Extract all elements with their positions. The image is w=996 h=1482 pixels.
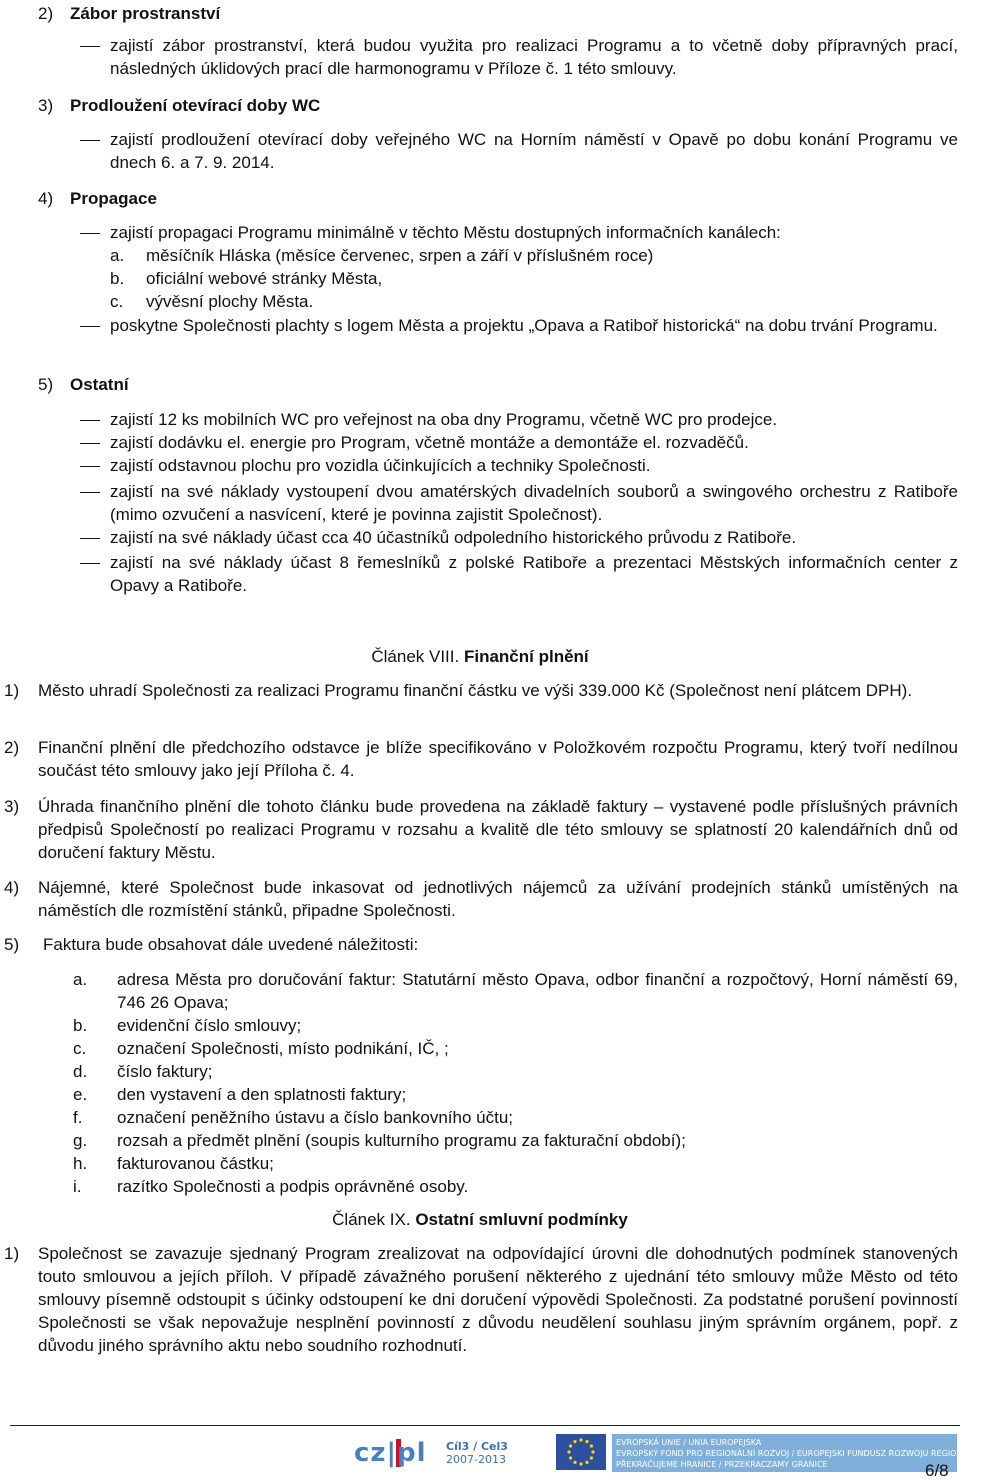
invoice-label: e.	[73, 1085, 88, 1104]
para-number: 5)	[4, 935, 20, 954]
section-5-item: zajistí odstavnou plochu pro vozidla účinkujících a techniky Společnosti.	[110, 456, 651, 475]
sub-label: a.	[110, 246, 125, 265]
czpl-logo-text: cz|pl	[354, 1438, 427, 1468]
invoice-item: označení Společnosti, místo podnikání, IČ, ;	[117, 1039, 449, 1058]
para-number: 2)	[4, 738, 20, 757]
invoice-item: rozsah a předmět plnění (soupis kulturního programu za fakturační období);	[117, 1131, 686, 1150]
para-number: 1)	[4, 681, 20, 700]
sub-item: měsíčník Hláska (měsíce červenec, srpen a září v příslušném roce)	[146, 246, 654, 265]
sub-label: b.	[110, 269, 125, 288]
invoice-item: fakturovanou částku;	[117, 1154, 274, 1173]
dash-marker	[80, 563, 100, 564]
sub-item: vývěsní plochy Města.	[146, 292, 314, 311]
article-8-para: Úhrada finančního plnění dle tohoto článku bude provedena na základě faktury – vystavené podle příslušných právních předpisů Společností po realizaci Programu v rozsahu a kvalitě dle této smlouvy se splatností 20 kalendářních dnů od doručení faktury Městu.	[38, 797, 958, 862]
dash-marker	[80, 466, 100, 467]
cil3-logo-line1: Cíl3 / Cel3	[446, 1440, 508, 1453]
eu-line-1: EVROPSKÁ UNIE / UNIA EUROPEJSKA	[616, 1438, 762, 1447]
section-3-item: zajistí prodloužení otevírací doby veřejného WC na Horním náměstí v Opavě po dobu konání Programu ve dnech 6. a 7. 9. 2014.	[110, 130, 958, 172]
section-5-item: zajistí dodávku el. energie pro Program, včetně montáže a demontáže el. rozvaděčů.	[110, 433, 749, 452]
dash-marker	[80, 326, 100, 327]
section-3-number: 3)	[38, 96, 54, 115]
invoice-label: g.	[73, 1131, 88, 1150]
para-number: 4)	[4, 878, 20, 897]
dash-marker	[80, 233, 100, 234]
invoice-label: c.	[73, 1039, 87, 1058]
sub-label: c.	[110, 292, 124, 311]
article-9-title: Ostatní smluvní podmínky	[415, 1210, 628, 1229]
article-9-para: Společnost se zavazuje sjednaný Program zrealizovat na odpovídající úrovni dle dohodnutých podmínek stanovených touto smlouvou a jejích příloh. V případě závažného porušení některého z ujednání této smlouvy může Město od této smlouvy písemně odstoupit s účinky odstoupení ke dni doručení výpovědi Společnosti. Za podstatné porušení povinností Společnosti se však nepovažuje nesplnění povinností z důvodu neudělení souhlasu jiným správním orgánem, popř. z důvodu jiného správního aktu nebo soudního rozhodnutí.	[38, 1244, 958, 1355]
dash-marker	[80, 492, 100, 493]
dash-marker	[80, 538, 100, 539]
page-number: 6/8	[925, 1461, 949, 1480]
para-number: 1)	[4, 1244, 20, 1263]
dash-marker	[80, 46, 100, 47]
invoice-item: označení peněžního ústavu a číslo bankovního účtu;	[117, 1108, 513, 1127]
para-number: 3)	[4, 797, 20, 816]
invoice-label: b.	[73, 1016, 88, 1035]
dash-marker	[80, 140, 100, 141]
invoice-label: f.	[73, 1108, 83, 1127]
czpl-logo	[352, 1437, 440, 1469]
article-8-para: Finanční plnění dle předchozího odstavce je blíže specifikováno v Položkovém rozpočtu Programu, který tvoří nedílnou součást této smlouvy jako její Příloha č. 4.	[38, 738, 958, 780]
eu-text-banner	[612, 1434, 996, 1472]
invoice-label: h.	[73, 1154, 88, 1173]
section-2-title: Zábor prostranství	[70, 4, 221, 23]
cil3-logo-line2: 2007-2013	[446, 1453, 506, 1466]
article-8-prefix: Článek VIII.	[371, 647, 460, 666]
eu-flag-icon	[556, 1434, 606, 1470]
section-5-item: zajistí na své náklady účast cca 40 účastníků odpoledního historického průvodu z Ratiboře.	[110, 528, 797, 547]
article-8-heading	[0, 645, 960, 668]
section-4-item-1: zajistí propagaci Programu minimálně v těchto Městu dostupných informačních kanálech:	[110, 223, 781, 242]
section-5-item: zajistí na své náklady vystoupení dvou amatérských divadelních souborů a swingového orchestru z Ratiboře (mimo ozvučení a nasvícení, které je povinna zajistit Společnost).	[110, 482, 958, 524]
eu-line-3: PŘEKRAČUJEME HRANICE / PRZEKRACZAMY GRANICE	[616, 1460, 828, 1469]
section-5-title: Ostatní	[70, 375, 129, 394]
section-3-title: Prodloužení otevírací doby WC	[70, 96, 321, 115]
dash-marker	[80, 443, 100, 444]
invoice-item: adresa Města pro doručování faktur: Statutární město Opava, odbor finanční a rozpočtový, Horní náměstí 69, 746 26 Opava;	[117, 970, 958, 1012]
section-4-title: Propagace	[70, 189, 157, 208]
invoice-item: evidenční číslo smlouvy;	[117, 1016, 302, 1035]
cil3-logo	[446, 1440, 516, 1470]
invoice-item: číslo faktury;	[117, 1062, 213, 1081]
section-5-item: zajistí 12 ks mobilních WC pro veřejnost na oba dny Programu, včetně WC pro prodejce.	[110, 410, 778, 429]
sub-item: oficiální webové stránky Města,	[146, 269, 383, 288]
invoice-label: d.	[73, 1062, 88, 1081]
article-8-para: Faktura bude obsahovat dále uvedené náležitosti:	[43, 935, 419, 954]
article-8-title: Finanční plnění	[463, 647, 589, 666]
article-9-prefix: Článek IX.	[332, 1210, 411, 1229]
eu-line-2: EVROPSKÝ FOND PRO REGIONÁLNÍ ROZVOJ / EUROPEJSKI FUNDUSZ ROZWOJU REGIONALNEGO	[616, 1449, 996, 1458]
section-4-number: 4)	[38, 189, 54, 208]
section-4-item-2: poskytne Společnosti plachty s logem Města a projektu „Opava a Ratiboř historická“ na dobu trvání Programu.	[110, 316, 938, 335]
article-9-heading	[0, 1208, 960, 1231]
section-5-number: 5)	[38, 375, 54, 394]
invoice-item: razítko Společnosti a podpis oprávněné osoby.	[117, 1177, 469, 1196]
invoice-label: a.	[73, 970, 88, 989]
footer-divider	[10, 1425, 960, 1426]
section-2-item: zajistí zábor prostranství, která budou využita pro realizaci Programu a to včetně doby přípravných prací, následných úklidových prací dle harmonogramu v Příloze č. 1 této smlouvy.	[110, 36, 958, 78]
dash-marker	[80, 420, 100, 421]
article-8-para: Město uhradí Společnosti za realizaci Programu finanční částku ve výši 339.000 Kč (Společnost není plátcem DPH).	[38, 681, 913, 700]
invoice-item: den vystavení a den splatnosti faktury;	[117, 1085, 407, 1104]
section-5-item: zajistí na své náklady účast 8 řemeslníků z polské Ratiboře a prezentaci Městských informačních center z Opavy a Ratiboře.	[110, 553, 958, 595]
article-8-para: Nájemné, které Společnost bude inkasovat od jednotlivých nájemců za užívání prodejních stánků umístěných na náměstích dle rozmístění stánků, připadne Společnosti.	[38, 878, 958, 920]
invoice-label: i.	[73, 1177, 82, 1196]
section-2-number: 2)	[38, 4, 54, 23]
